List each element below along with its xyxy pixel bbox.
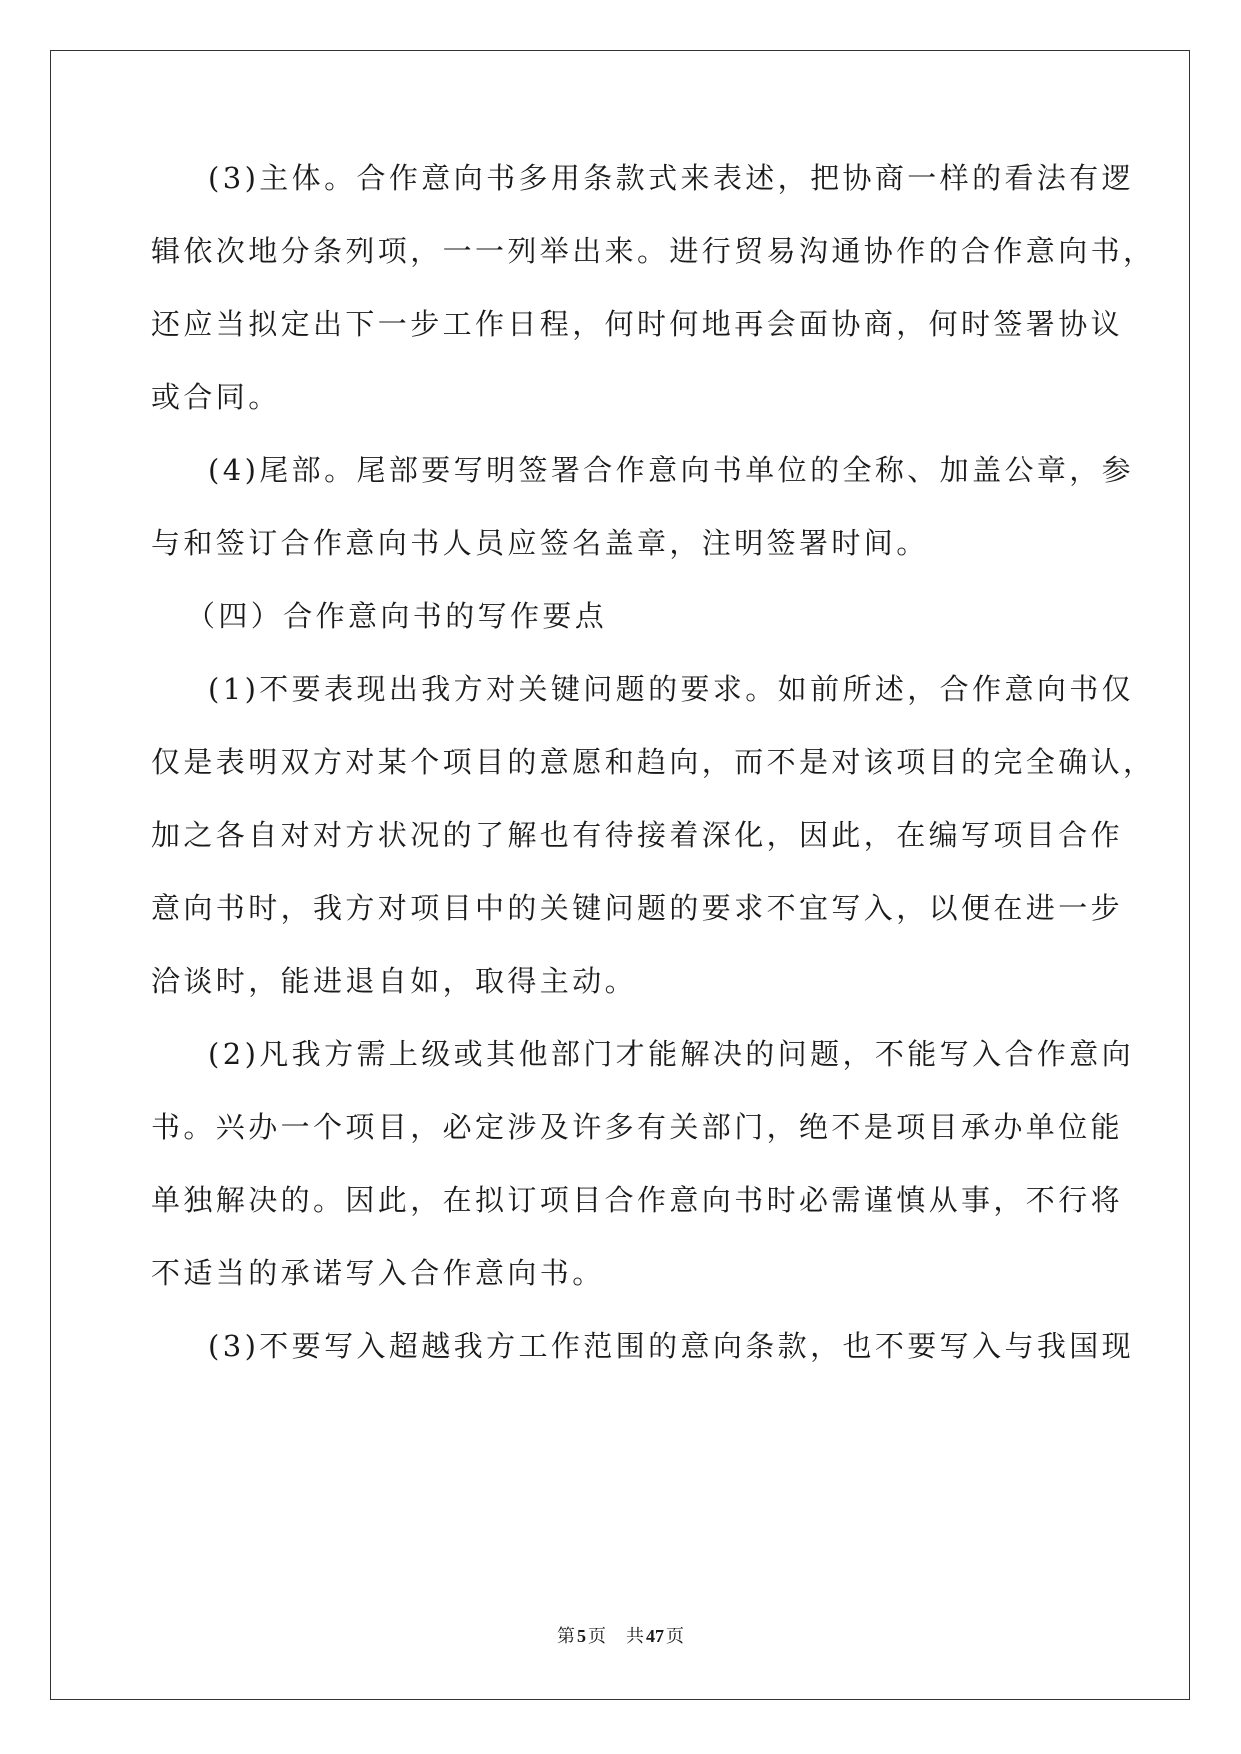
page-footer xyxy=(0,1624,1241,1648)
total-suffix: 页 xyxy=(666,1626,684,1646)
page-prefix: 第 xyxy=(557,1626,575,1646)
total-pages: 47 xyxy=(646,1626,664,1646)
total-prefix: 共 xyxy=(626,1626,644,1646)
text-line: 辑依次地分条列项，一一列举出来。进行贸易沟通协作的合作意向书， xyxy=(151,234,1156,268)
text-line: 加之各自对对方状况的了解也有待接着深化，因此，在编写项目合作 xyxy=(151,818,1124,852)
text-line: (2)凡我方需上级或其他部门才能解决的问题，不能写入合作意向 xyxy=(208,1037,1135,1071)
text-line: (1)不要表现出我方对关键问题的要求。如前所述，合作意向书仅 xyxy=(208,672,1135,706)
page-suffix: 页 xyxy=(588,1626,606,1646)
text-line: (3)不要写入超越我方工作范围的意向条款，也不要写入与我国现 xyxy=(208,1329,1135,1363)
text-line: 不适当的承诺写入合作意向书。 xyxy=(151,1256,605,1290)
text-line: 书。兴办一个项目，必定涉及许多有关部门，绝不是项目承办单位能 xyxy=(151,1110,1124,1144)
page-border xyxy=(50,50,1190,1700)
section-heading: （四）合作意向书的写作要点 xyxy=(186,599,608,633)
text-line: 仅是表明双方对某个项目的意愿和趋向，而不是对该项目的完全确认， xyxy=(151,745,1156,779)
text-line: 与和签订合作意向书人员应签名盖章，注明签署时间。 xyxy=(151,526,929,560)
text-line: 或合同。 xyxy=(151,380,281,414)
text-line: 意向书时，我方对项目中的关键问题的要求不宜写入，以便在进一步 xyxy=(151,891,1124,925)
text-line: (3)主体。合作意向书多用条款式来表述，把协商一样的看法有逻 xyxy=(208,161,1135,195)
text-line: (4)尾部。尾部要写明签署合作意向书单位的全称、加盖公章，参 xyxy=(208,453,1135,487)
text-line: 单独解决的。因此，在拟订项目合作意向书时必需谨慎从事，不行将 xyxy=(151,1183,1124,1217)
text-line: 还应当拟定出下一步工作日程，何时何地再会面协商，何时签署协议 xyxy=(151,307,1124,341)
text-line: 洽谈时，能进退自如，取得主动。 xyxy=(151,964,638,998)
page-number: 5 xyxy=(577,1626,586,1646)
